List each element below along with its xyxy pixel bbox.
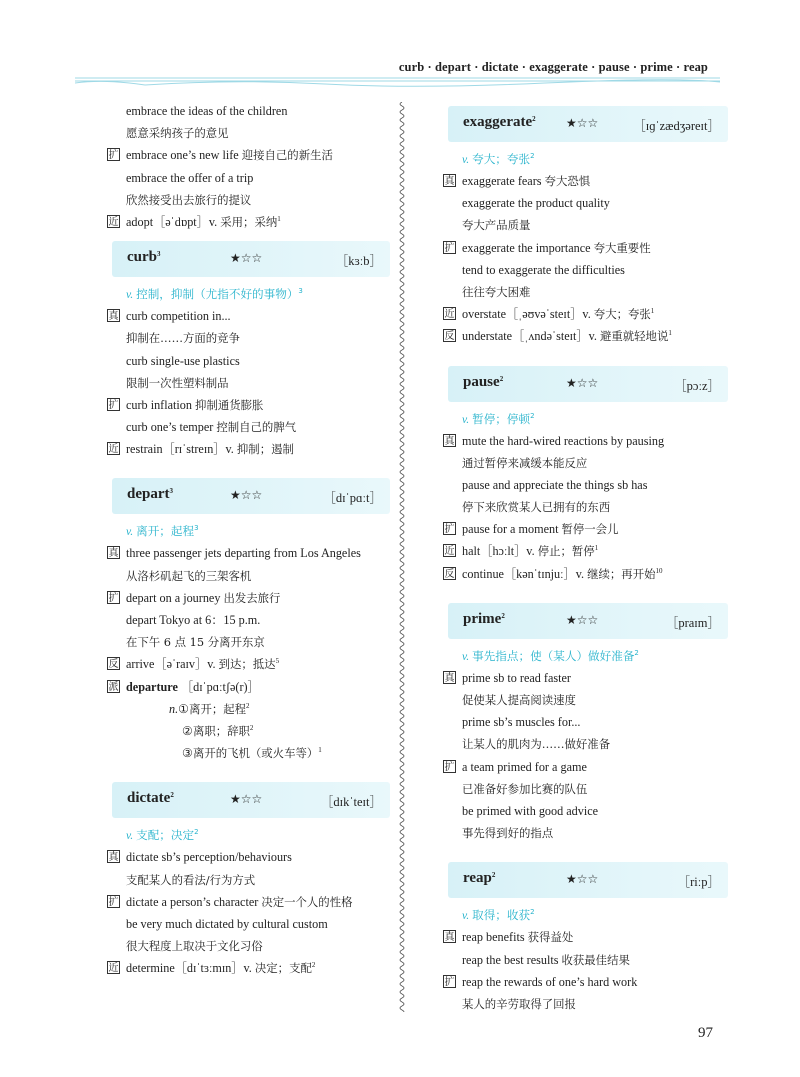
entry-line (107, 189, 390, 211)
english-text: arrive［əˈraɪv］v. (126, 657, 219, 672)
part-of-speech: v. (126, 829, 137, 843)
meaning: 事先指点；使（某人）做好准备 (472, 648, 635, 663)
chinese-text: 促使某人提高阅读速度 (462, 693, 576, 707)
sense-number: ① (178, 701, 190, 716)
chinese-text: 已准备好参加比赛的队伍 (462, 781, 588, 796)
english-text: overstate［ˌəʊvəˈsteɪt］v. (462, 307, 594, 322)
entry-line (443, 778, 728, 800)
chinese-text: 从洛杉矶起飞的三架客机 (126, 568, 252, 583)
english-text: depart Tokyo at 6：15 p.m. (126, 613, 261, 627)
star-rating: ★☆☆ (230, 251, 263, 266)
entry-line (443, 237, 728, 259)
english-text: a team primed for a game (462, 759, 587, 774)
entry-line (107, 869, 390, 891)
headword-bar (112, 478, 390, 514)
headword-text: curb (127, 249, 157, 266)
chinese-text: 欣然接受出去旅行的提议 (126, 192, 252, 207)
chinese-text: 获得益处 (527, 930, 574, 945)
derivative (107, 676, 390, 765)
entry-depart (107, 478, 390, 764)
english-text: curb single-use plastics (126, 353, 240, 368)
definition (107, 518, 390, 542)
english-text: dictate sb’s perception/behaviours (126, 850, 292, 865)
tag-label: 真 (444, 932, 455, 944)
english-text: exaggerate the product quality (462, 196, 610, 211)
meaning: 暂停；停顿 (472, 411, 531, 426)
entry-line (107, 653, 390, 675)
chinese-text: 控制自己的脾气 (216, 420, 297, 435)
tag-label: 真 (444, 672, 455, 684)
entry-line (107, 935, 390, 957)
headword (463, 114, 536, 131)
column-divider (396, 102, 408, 1012)
english-text: be very much dictated by cultural custom (126, 916, 328, 931)
definition (443, 146, 728, 170)
chinese-text: 采用；采纳 (220, 214, 278, 229)
entry-line (107, 542, 390, 564)
tag-label: 近 (108, 963, 119, 975)
meaning-sup: 2 (530, 411, 535, 420)
english-text: exaggerate fears (462, 174, 545, 188)
entry-line (443, 170, 728, 192)
tag-label: 反 (444, 331, 455, 343)
english-text: halt［hɔːlt］v. (462, 544, 538, 559)
tag-label: 扩 (444, 242, 455, 254)
meaning: 支配；决定 (136, 828, 195, 843)
headword-text: exaggerate (463, 114, 533, 130)
tag-label: 真 (444, 435, 455, 447)
entry-line (107, 144, 390, 166)
entry-line (443, 192, 728, 214)
entry-line (443, 214, 728, 236)
chinese-text: 出发去旅行 (223, 590, 281, 605)
meaning: 离开；起程 (136, 524, 195, 539)
definition (443, 643, 728, 667)
chinese-text: 决定一个人的性格 (261, 894, 353, 909)
english-text: embrace one’s new life (126, 148, 242, 163)
chinese-text: 夸大重要性 (593, 240, 651, 255)
english-text: restrain［rɪˈstreɪn］v. (126, 442, 237, 457)
derivative-word: departure (126, 679, 178, 694)
phonetic: ［pɔːz］ (674, 378, 720, 393)
lead-entries (107, 100, 390, 233)
entry-line (107, 122, 390, 144)
definition (443, 406, 728, 430)
english-text: be primed with good advice (462, 803, 599, 818)
english-text: embrace the ideas of the children (126, 104, 288, 118)
sense-sup: 2 (246, 701, 250, 710)
headword-sup: 3 (157, 250, 161, 259)
chinese-text: 到达；抵达 (218, 657, 276, 672)
tag-label: 真 (444, 176, 455, 187)
part-of-speech: v. (126, 525, 137, 539)
entry-line (107, 327, 390, 349)
tag-label: 真 (108, 311, 119, 323)
star-rating: ★☆☆ (230, 792, 263, 807)
headword-bar (448, 862, 728, 898)
sense-text: 离开的飞机（或火车等） (192, 746, 319, 761)
tag-label: 扩 (444, 976, 455, 988)
tag-label: 扩 (108, 399, 119, 411)
headword-bar (112, 782, 390, 818)
entry-line (107, 372, 390, 394)
chinese-text: 在下午 6 点 15 分离开东京 (126, 635, 265, 650)
star-rating: ★☆☆ (566, 116, 599, 130)
english-text: curb inflation (126, 397, 196, 412)
english-text: dictate a person’s character (126, 894, 262, 909)
tag-label: 派 (108, 681, 119, 693)
headword-bar (112, 241, 390, 277)
chinese-text: 迎接自己的新生活 (241, 148, 333, 163)
frequency-sup: 2 (311, 961, 316, 970)
derivative-sense (107, 742, 390, 764)
part-of-speech: v. (462, 649, 473, 663)
entry-line (443, 303, 728, 325)
meaning-sup: 3 (298, 287, 303, 296)
entry-line (107, 565, 390, 587)
definition (443, 902, 728, 926)
english-text: reap the best results (462, 952, 562, 967)
derivative-sense (107, 720, 390, 742)
entry-line (107, 394, 390, 416)
headword-bar (448, 366, 728, 402)
tag-label: 扩 (108, 896, 119, 908)
entry-reap (443, 862, 728, 1015)
page-number: 97 (698, 1025, 713, 1041)
headword-sup: 2 (532, 115, 536, 123)
entry-line (107, 100, 390, 122)
sense-number: ③ (182, 746, 193, 761)
chinese-text: 某人的辛劳取得了回报 (462, 996, 576, 1011)
sense-text: 离职；辞职 (192, 723, 250, 738)
english-text: pause and appreciate the things sb has (462, 477, 648, 492)
chinese-text: 很大程度上取决于文化习俗 (126, 939, 263, 954)
entry-curb (107, 241, 390, 460)
entry-line (443, 540, 728, 562)
entry-line (107, 891, 390, 913)
sense-sup: 2 (249, 723, 254, 732)
entry-line (443, 733, 728, 755)
entry-line (107, 846, 390, 868)
entry-line (107, 350, 390, 372)
headword-bar (448, 106, 728, 142)
english-text: understate［ˌʌndəˈsteɪt］v. (462, 329, 600, 344)
phonetic: ［dɪˈpɑːt］ (323, 491, 382, 506)
frequency-sup: 1 (277, 214, 281, 223)
derivative-sense (107, 698, 390, 720)
meaning-sup: 2 (194, 828, 199, 837)
headword-text: depart (127, 486, 170, 503)
entry-line (107, 609, 390, 631)
frequency-sup: 1 (650, 307, 655, 316)
english-text: three passenger jets departing from Los Angeles (126, 546, 361, 561)
star-rating: ★☆☆ (566, 375, 599, 390)
phonetic: ［riːp］ (677, 875, 720, 890)
tag-label: 扩 (108, 592, 119, 604)
star-rating: ★☆☆ (566, 872, 599, 887)
english-text: pause for a moment (462, 522, 562, 537)
headword (127, 790, 174, 807)
headword-sup: 3 (169, 487, 173, 496)
entry-line (443, 993, 728, 1015)
headword (127, 486, 173, 503)
frequency-sup: 10 (655, 566, 663, 575)
entry-line (443, 689, 728, 711)
english-text: reap the rewards of one’s hard work (462, 974, 638, 989)
sense-pos: n. (169, 701, 179, 716)
entry-line (443, 281, 728, 303)
entry-line (443, 949, 728, 971)
entry-line (443, 667, 728, 689)
entry-pause (443, 366, 728, 585)
tag-label: 近 (444, 546, 455, 558)
entry-line (443, 563, 728, 585)
chinese-text: 事先得到好的指点 (462, 826, 554, 841)
tag-label: 扩 (444, 761, 455, 773)
entry-line (443, 259, 728, 281)
tag-label: 扩 (444, 524, 455, 536)
headword-text: reap (463, 870, 492, 887)
headword-sup: 2 (491, 871, 496, 880)
chinese-text: 支配某人的看法/行为方式 (126, 872, 256, 887)
chinese-text: 避重就轻地说 (599, 329, 669, 344)
entry-exaggerate (443, 106, 728, 348)
definition (107, 822, 390, 846)
sense-text: 离开；起程 (189, 701, 247, 716)
part-of-speech: v. (126, 288, 137, 302)
chinese-text: 让某人的肌肉为……做好准备 (462, 737, 611, 752)
headword-sup: 2 (170, 791, 174, 800)
part-of-speech: v. (462, 153, 473, 166)
headword-text: pause (463, 373, 500, 390)
chinese-text: 决定；支配 (254, 961, 312, 976)
phonetic: ［ɪɡˈzædʒəreɪt］ (633, 119, 720, 133)
english-text: prime sb’s muscles for... (462, 715, 581, 730)
chinese-text: 愿意采纳孩子的意见 (126, 126, 229, 141)
right-column (443, 100, 728, 1015)
entry-line (107, 957, 390, 979)
english-text: continue［kənˈtɪnjuː］v. (462, 566, 588, 581)
english-text: prime sb to read faster (462, 670, 571, 685)
entry-line (107, 438, 390, 460)
entry-line (107, 167, 390, 189)
chinese-text: 继续；再开始 (587, 566, 656, 581)
tag-label: 近 (444, 309, 455, 321)
chinese-text: 通过暂停来减缓本能反应 (462, 455, 588, 470)
chinese-text: 往往夸大困难 (462, 284, 531, 299)
running-head: curb · depart · dictate · exaggerate · pause · prime · reap (398, 60, 708, 74)
left-column (107, 100, 390, 979)
english-text: curb competition in... (126, 309, 231, 324)
meaning: 夸大；夸张 (472, 152, 531, 166)
phonetic: ［dɪkˈteɪt］ (320, 795, 382, 810)
star-rating: ★☆☆ (566, 612, 599, 627)
sense-sup: 1 (318, 746, 322, 755)
chinese-text: 停止；暂停 (537, 544, 595, 559)
entry-line (443, 518, 728, 540)
chinese-text: 停下来欣赏某人已拥有的东西 (462, 500, 611, 515)
tag-label: 反 (108, 659, 119, 671)
entry-line (443, 496, 728, 518)
english-text: determine［dɪˈtɜːmɪn］v. (126, 961, 255, 976)
tag-label: 真 (108, 852, 119, 864)
chinese-text: 抑制通货膨胀 (195, 397, 264, 412)
headword (463, 374, 503, 391)
entry-line (107, 631, 390, 653)
english-text: mute the hard-wired reactions by pausing (462, 433, 665, 448)
entry-line (443, 452, 728, 474)
meaning-sup: 2 (634, 648, 639, 657)
tag-label: 近 (108, 216, 119, 228)
chinese-text: 夸大产品质量 (462, 218, 531, 233)
sense-number: ② (182, 723, 193, 738)
chinese-text: 收获最佳结果 (561, 952, 630, 967)
meaning-sup: 3 (194, 524, 199, 533)
headword-sup: 2 (499, 374, 504, 383)
phonetic: ［praɪm］ (665, 615, 720, 630)
tag-label: 反 (444, 568, 455, 580)
english-text: embrace the offer of a trip (126, 170, 254, 185)
entry-line (107, 305, 390, 327)
chinese-text: 抑制；遏制 (236, 442, 294, 457)
entry-dictate (107, 782, 390, 979)
entry-line (443, 800, 728, 822)
part-of-speech: v. (462, 412, 473, 426)
star-rating: ★☆☆ (230, 488, 263, 503)
meaning-sup: 2 (530, 908, 535, 917)
english-text: exaggerate the importance (462, 240, 594, 255)
phonetic: ［kɜːb］ (335, 254, 382, 269)
english-text: reap benefits (462, 930, 528, 945)
entry-line (107, 211, 390, 233)
header-rule (75, 76, 720, 90)
chinese-text: 夸大恐惧 (544, 174, 591, 188)
meaning-sup: 2 (530, 152, 535, 160)
entry-line (107, 913, 390, 935)
chinese-text: 暂停一会儿 (561, 522, 619, 537)
tag-label: 真 (108, 548, 119, 560)
tag-label: 近 (108, 444, 119, 456)
headword (463, 611, 505, 628)
english-text: curb one’s temper (126, 420, 217, 435)
part-of-speech: v. (462, 909, 473, 923)
headword-sup: 2 (501, 611, 505, 620)
headword (127, 249, 161, 266)
english-text: tend to exaggerate the difficulties (462, 262, 625, 277)
entry-line (443, 474, 728, 496)
chinese-text: 抑制在……方面的竞争 (126, 331, 240, 346)
entry-line (443, 926, 728, 948)
frequency-sup: 5 (275, 657, 280, 666)
entry-line (443, 822, 728, 844)
headword-text: dictate (127, 790, 171, 807)
divider-line (400, 102, 404, 1012)
entry-line (107, 416, 390, 438)
derivative-line (107, 676, 390, 698)
headword (463, 870, 495, 887)
headword-text: prime (463, 610, 502, 627)
entry-line (443, 430, 728, 452)
english-text: depart on a journey (126, 590, 224, 605)
meaning: 取得；收获 (472, 908, 531, 923)
frequency-sup: 1 (594, 544, 599, 553)
meaning: 控制，抑制（尤指不好的事物） (136, 287, 299, 302)
entry-line (443, 711, 728, 733)
tag-label: 扩 (108, 150, 119, 162)
english-text: adopt［əˈdɒpt］v. (126, 214, 221, 229)
chinese-text: 夸大；夸张 (593, 307, 651, 322)
frequency-sup: 1 (668, 329, 672, 338)
derivative-phonetic: ［dɪˈpɑːtʃə(r)］ (180, 679, 260, 694)
headword-bar (448, 603, 728, 639)
entry-line (107, 587, 390, 609)
entry-line (443, 325, 728, 347)
chinese-text: 限制一次性塑料制品 (126, 375, 229, 390)
entry-line (443, 756, 728, 778)
definition (107, 281, 390, 305)
entry-line (443, 971, 728, 993)
entry-prime (443, 603, 728, 845)
